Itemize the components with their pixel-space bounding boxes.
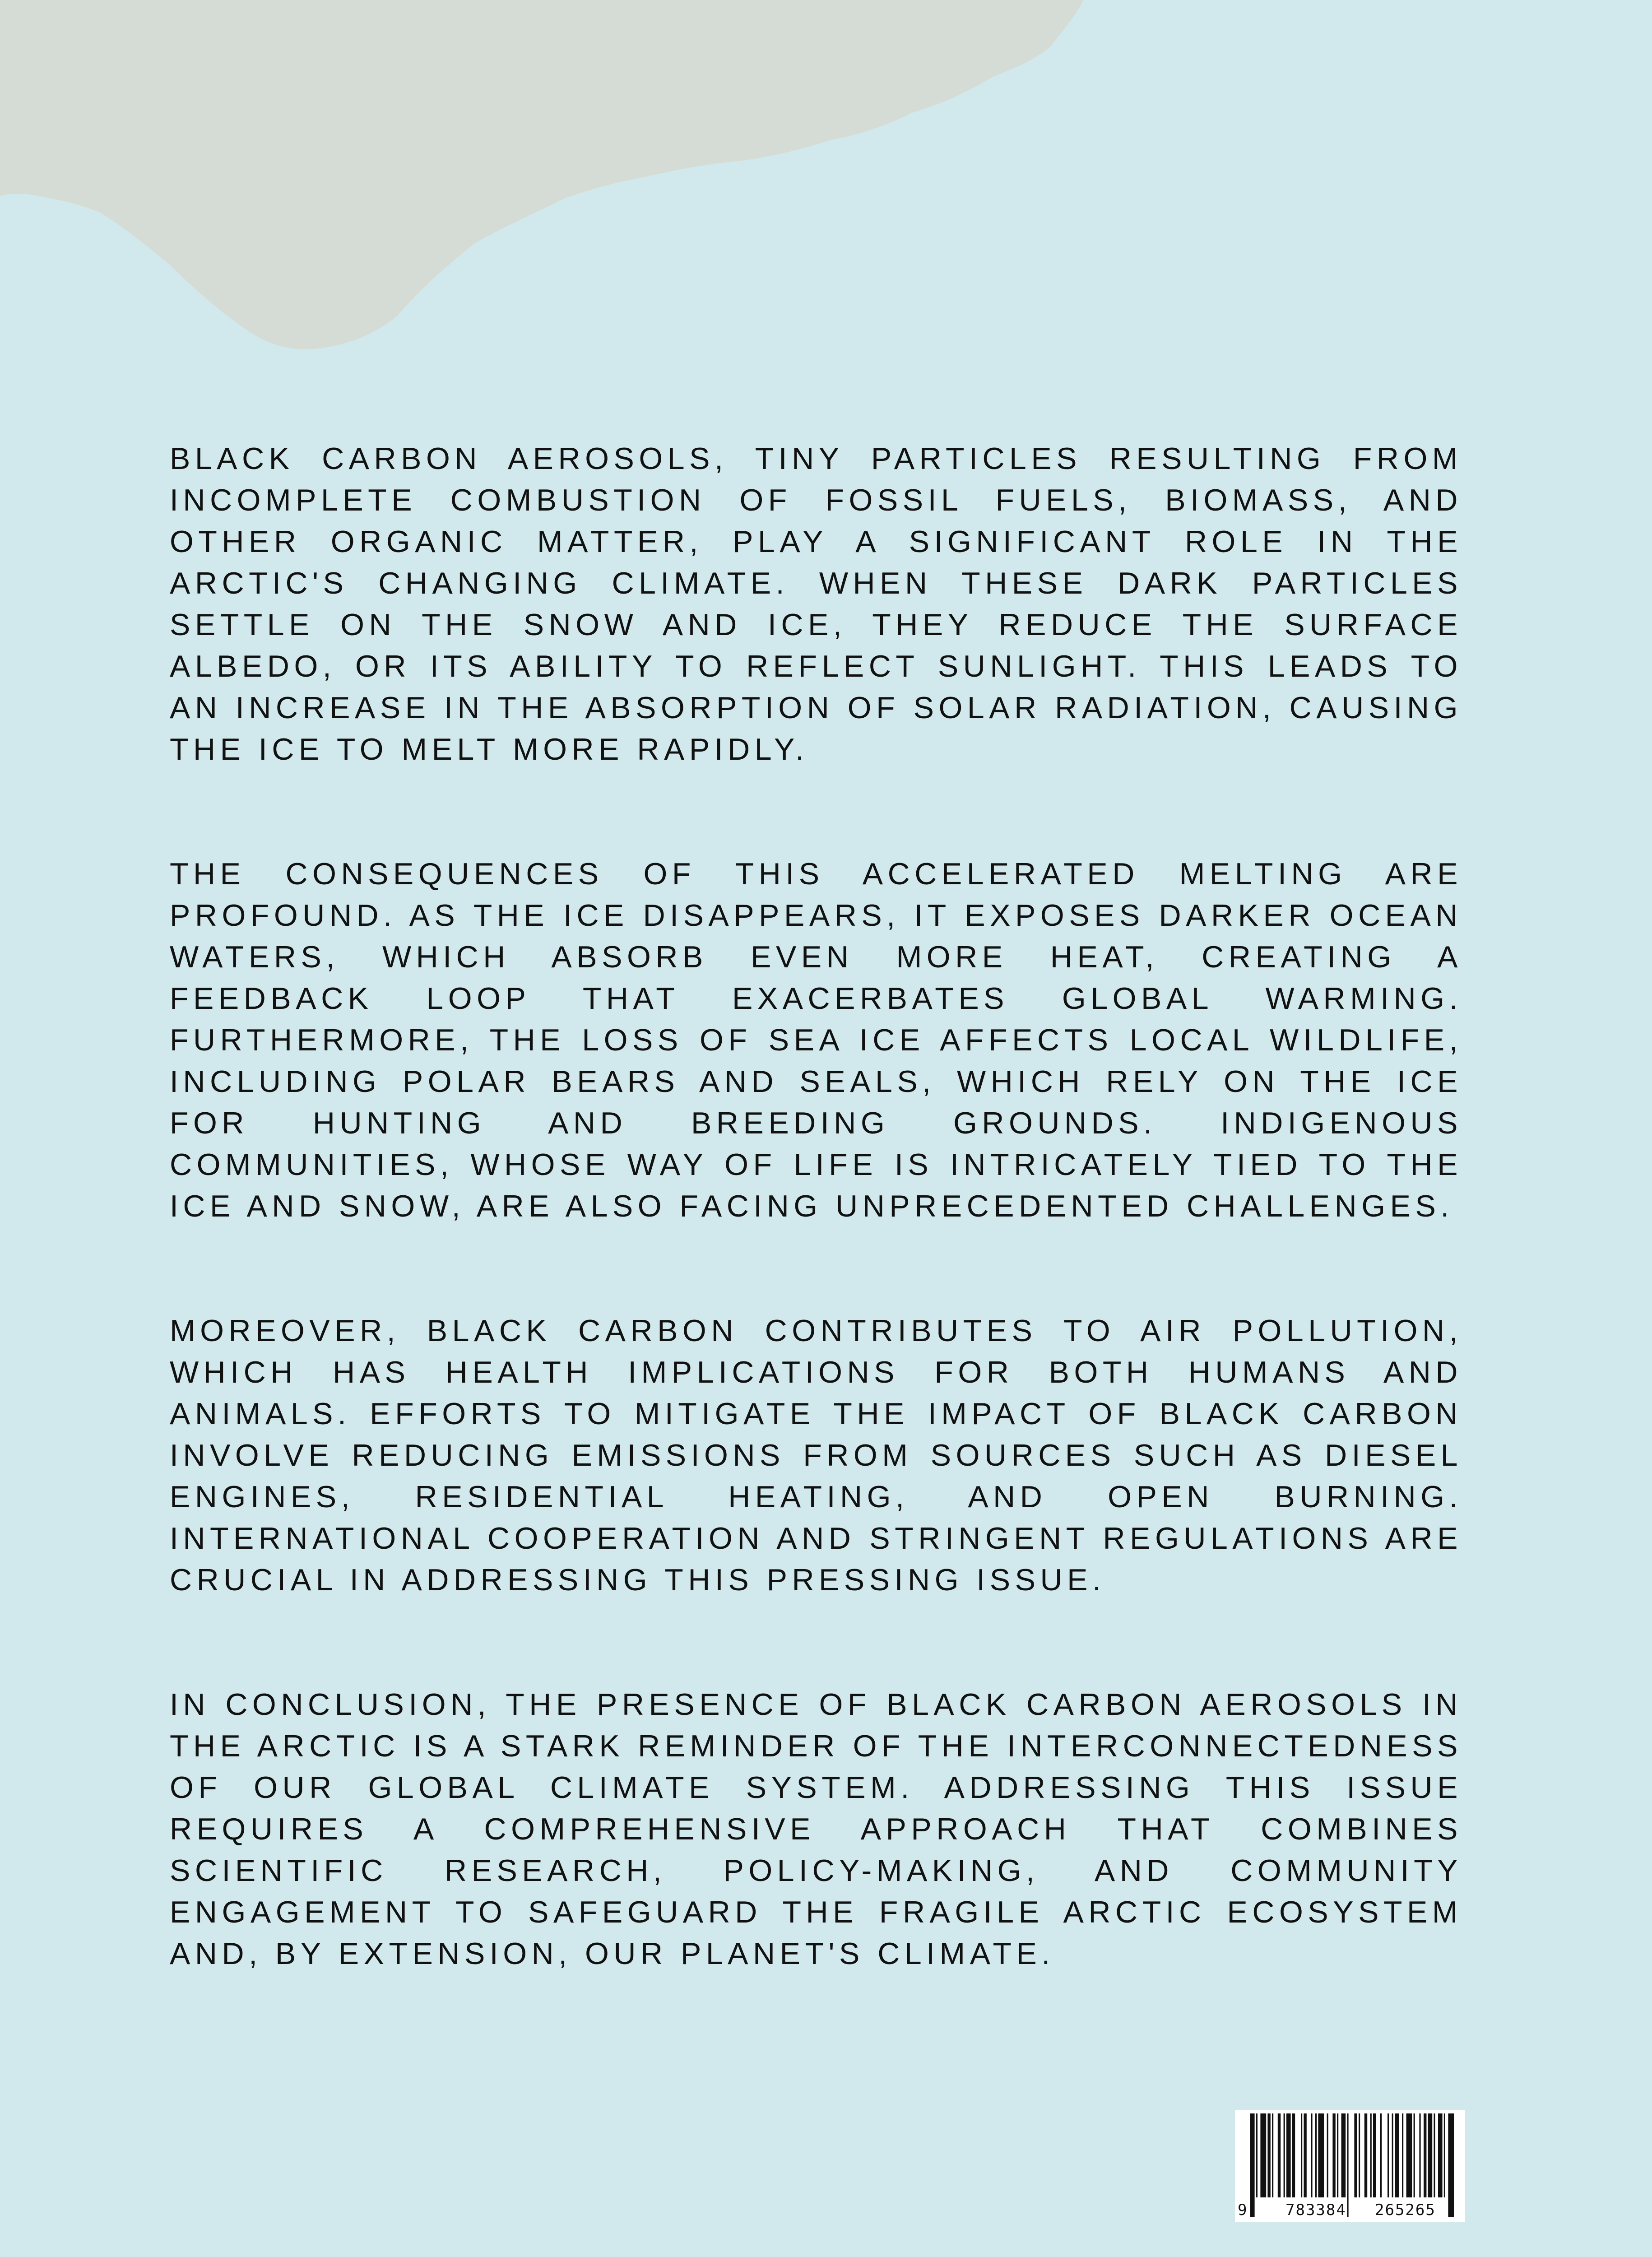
barcode-bar [1311,2113,1312,2197]
barcode-bar [1267,2113,1270,2197]
brush-stroke-shape [0,0,1083,349]
barcode-bar [1327,2113,1328,2197]
barcode-bar [1278,2113,1281,2197]
barcode-bar [1272,2113,1273,2197]
barcode-bar [1419,2113,1420,2197]
barcode-bar [1256,2113,1258,2197]
barcode-bar [1292,2113,1295,2197]
barcode-group-1: 783384 [1285,2201,1346,2219]
brush-stroke-fleck [970,0,1020,35]
paragraph-2: THE CONSEQUENCES OF THIS ACCELERATED MELTING ARE PROFOUND. AS THE ICE DISAPPEARS, IT EXPOSES DARKER OCEAN WATERS, WHICH ABSORB EVEN MORE HEAT, CREATING A FEEDBACK LOOP THAT EXACERBATES GLOBAL WARMING. FURTHERMORE, THE LOSS OF SEA ICE AFFECTS LOCAL WILDLIFE, INCLUDING POLAR BEARS AND SEALS, WHICH RELY ON THE ICE FOR HUNTING AND BREEDING GROUNDS. INDIGENOUS COMMUNITIES, WHOSE WAY OF LIFE IS INTRICATELY TIED TO THE ICE AND SNOW, ARE ALSO FACING UNPRECEDENTED CHALLENGES. [170,857,1462,1223]
barcode-bar [1428,2113,1433,2197]
brush-stroke-decoration [0,0,1652,451]
barcode-bar [1318,2113,1324,2197]
barcode-bar [1434,2113,1435,2197]
barcode-bar [1359,2113,1360,2197]
paragraph-1: BLACK CARBON AEROSOLS, TINY PARTICLES RESULTING FROM INCOMPLETE COMBUSTION OF FOSSIL FUELS, BIOMASS, AND OTHER ORGANIC MATTER, PLAY A SIGNIFICANT ROLE IN THE ARCTIC'S CHANGING CLIMATE. WHEN THESE DARK PARTICLES SETTLE ON THE SNOW AND ICE, THEY REDUCE THE SURFACE ALBEDO, OR ITS ABILITY TO REFLECT SUNLIGHT. THIS LEADS TO AN INCREASE IN THE ABSORPTION OF SOLAR RADIATION, CAUSING THE ICE TO MELT MORE RAPIDLY. [170,441,1462,766]
barcode-bar [1260,2113,1266,2197]
barcode-bar [1286,2113,1291,2197]
barcode-bar [1406,2113,1412,2197]
barcode-bar [1424,2113,1426,2197]
barcode-bar [1387,2113,1389,2197]
barcode-bar [1337,2113,1338,2197]
barcode-digits [1235,2200,1465,2220]
paragraph-4: IN CONCLUSION, THE PRESENCE OF BLACK CARBON AEROSOLS IN THE ARCTIC IS A STARK REMINDER OF THE INTERCONNECTEDNESS OF OUR GLOBAL CLIMATE SYSTEM. ADDRESSING THIS ISSUE REQUIRES A COMPREHENSIVE APPROACH THAT COMBINES SCIENTIFIC RESEARCH, POLICY-MAKING, AND COMMUNITY ENGAGEMENT TO SAFEGUARD THE FRAGILE ARCTIC ECOSYSTEM AND, BY EXTENSION, OUR PLANET'S CLIMATE. [170,1687,1462,1971]
barcode-bar [1332,2113,1335,2197]
brush-stroke-tail [296,0,497,142]
barcode-bar [1392,2113,1393,2197]
barcode-first-digit: 9 [1238,2201,1247,2219]
barcode-bar [1438,2113,1443,2197]
barcode-bar [1380,2113,1382,2197]
isbn-barcode [1235,2110,1465,2222]
barcode-bar [1301,2113,1302,2197]
barcode-bar [1341,2113,1346,2197]
barcode-bar [1364,2113,1367,2197]
barcode-bar [1402,2113,1403,2197]
barcode-bar [1370,2113,1372,2197]
barcode-bar [1304,2113,1306,2197]
barcode-group-2: 265265 [1375,2201,1436,2219]
barcode-bar [1444,2113,1445,2197]
barcode-bar [1395,2113,1399,2197]
back-cover-text [170,438,1462,1974]
paragraph-3: MOREOVER, BLACK CARBON CONTRIBUTES TO AIR POLLUTION, WHICH HAS HEALTH IMPLICATIONS FOR BOTH HUMANS AND ANIMALS. EFFORTS TO MITIGATE THE IMPACT OF BLACK CARBON INVOLVE REDUCING EMISSIONS FROM SOURCES SUCH AS DIESEL ENGINES, RESIDENTIAL HEATING, AND OPEN BURNING. INTERNATIONAL COOPERATION AND STRINGENT REGULATIONS ARE CRUCIAL IN ADDRESSING THIS PRESSING ISSUE. [170,1314,1462,1597]
barcode-bar [1414,2113,1415,2197]
barcode-bar [1354,2113,1357,2197]
barcode-bar [1284,2113,1285,2197]
barcode-bar [1315,2113,1317,2197]
barcode-bar [1373,2113,1376,2197]
